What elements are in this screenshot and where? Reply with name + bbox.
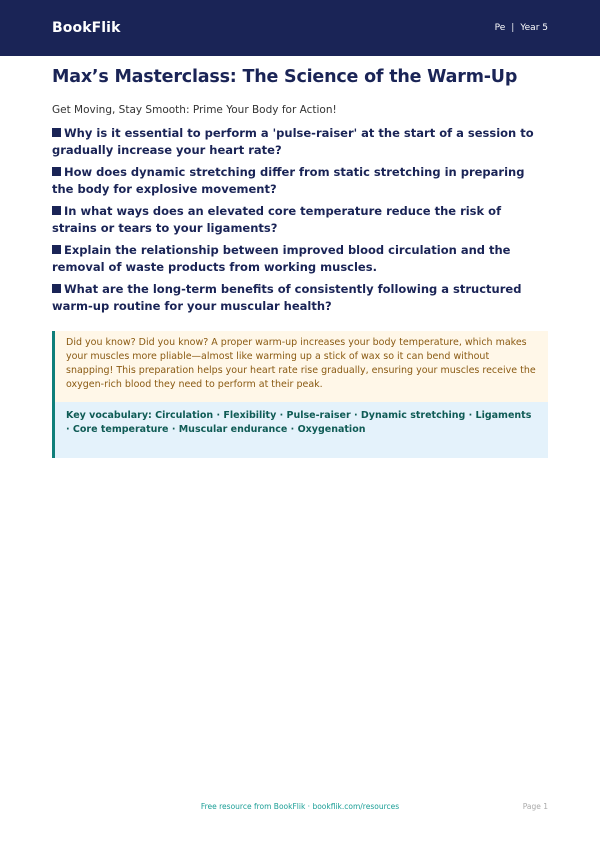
square-bullet-icon: [52, 128, 61, 137]
page-title: Max’s Masterclass: The Science of the Warm-Up: [52, 67, 518, 87]
question-item: [52, 281, 548, 315]
info-panel: [52, 331, 548, 458]
subject-label: Pe: [494, 23, 506, 33]
question-text: Explain the relationship between improved blood circulation and the removal of waste products from working muscles.: [52, 242, 511, 274]
page-footer: [0, 802, 600, 814]
question-item: [52, 242, 548, 276]
page-number: Page 1: [522, 802, 548, 811]
page-subtitle: Get Moving, Stay Smooth: Prime Your Body for Action!: [52, 104, 337, 116]
subject-year-label: [495, 23, 548, 33]
question-item: [52, 125, 548, 159]
question-text: In what ways does an elevated core temperature reduce the risk of strains or tears to your ligaments?: [52, 203, 502, 235]
header-bar: [0, 0, 600, 56]
question-item: [52, 164, 548, 198]
footer-source-link[interactable]: Free resource from BookFlik · bookflik.com/resources: [200, 802, 400, 811]
did-you-know-box: Did you know? Did you know? A proper warm-up increases your body temperature, which makes your muscles more pliable—almost like warming up a stick of wax so it can bend without snapping! This preparation helps your heart rate rise gradually, ensuring your muscles receive the oxygen-rich blood they need to perform at their peak.: [55, 331, 548, 402]
question-item: [52, 203, 548, 237]
question-text: How does dynamic stretching differ from static stretching in preparing the body for explosive movement?: [52, 164, 525, 196]
brand-logo: BookFlik: [52, 20, 121, 36]
question-text: What are the long-term benefits of consistently following a structured warm-up routine for your muscular health?: [52, 281, 522, 313]
year-label: Year 5: [520, 23, 548, 33]
square-bullet-icon: [52, 206, 61, 215]
question-list: [52, 125, 548, 315]
question-text: Why is it essential to perform a 'pulse-raiser' at the start of a session to gradually increase your heart rate?: [52, 125, 534, 157]
key-vocabulary-box: Key vocabulary: Circulation · Flexibility · Pulse-raiser · Dynamic stretching · Ligaments · Core temperature · Muscular endurance · Oxygenation: [55, 402, 548, 458]
square-bullet-icon: [52, 167, 61, 176]
meta-separator: |: [511, 23, 515, 33]
square-bullet-icon: [52, 284, 61, 293]
square-bullet-icon: [52, 245, 61, 254]
